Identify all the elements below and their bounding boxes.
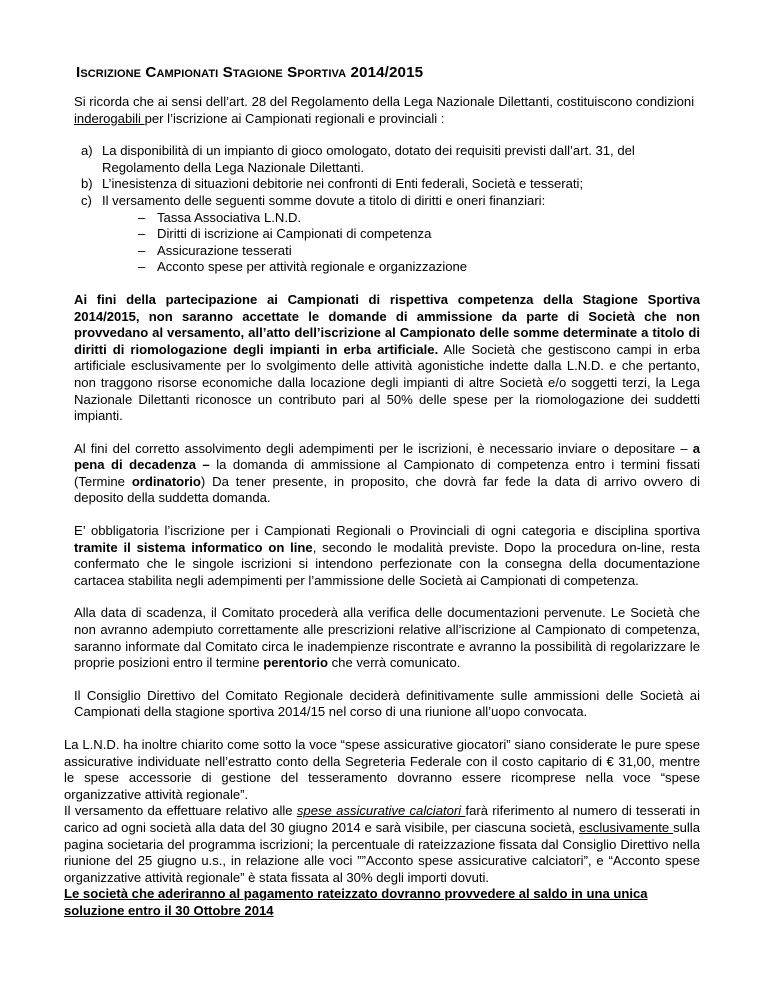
- online-text-2: , secondo le modalità previste. Dopo la procedura on-line, resta confermato che le singole iscrizioni si intendono perfezionate con la consegna della documentazione cartacea stabilita negli adempimenti per l’ammissione delle Società ai Campionati di competenza.: [74, 539, 700, 588]
- verify-bold: perentorio: [263, 655, 328, 671]
- document-title: Iscrizione Campionati Stagione Sportiva 2014/2015: [76, 64, 424, 81]
- artificial-turf-bold: Ai fini della partecipazione ai Campionati di rispettiva competenza della Stagione Sportiva 2014/2015, non saranno accettate le domande di ammissione da parte di Società che non provvedano al versamento, all’atto dell’iscrizione al Campionato delle somme determinate a titolo di diritti di riomologazione degli impianti in erba artificiale.: [74, 291, 700, 357]
- condition-marker: a): [81, 143, 93, 159]
- condition-item-a: [74, 143, 700, 176]
- insurance-text-2: farà riferimento al numero di tesserati in carico ad ogni società alla data del 30 giugno 2014 e sarà visibile, per ciascuna società,: [64, 803, 700, 835]
- fee-text: Diritti di iscrizione ai Campionati di competenza: [157, 226, 432, 242]
- fee-text: Assicurazione tesserati: [157, 242, 292, 258]
- online-bold: tramite il sistema informatico on line: [74, 539, 313, 555]
- final-note: Le società che aderiranno al pagamento rateizzato dovranno provvedere al saldo in una unica soluzione entro il 30 Ottobre 2014: [64, 886, 648, 918]
- condition-text: Il versamento delle seguenti somme dovute a titolo di diritti e oneri finanziari:: [102, 192, 546, 208]
- dash-marker: –: [138, 209, 146, 225]
- deadline-bold-2: ordinatorio: [131, 473, 201, 489]
- intro-text-1: Si ricorda che ai sensi dell’art. 28 del Regolamento della Lega Nazionale Dilettanti, costituiscono condizioni: [74, 94, 695, 109]
- intro-underlined: inderogabili: [74, 110, 145, 126]
- online-text-1: E’ obbligatoria l’iscrizione per i Campionati Regionali o Provinciali di ogni categoria e disciplina sportiva: [74, 523, 700, 539]
- insurance-text-1: Il versamento da effettuare relativo alle: [64, 803, 297, 819]
- verification-paragraph: [74, 605, 700, 671]
- condition-item-b: [74, 176, 700, 193]
- deadline-paragraph: [74, 441, 700, 507]
- condition-marker: c): [81, 192, 92, 208]
- deadline-text-2: la domanda di ammissione al Campionato di competenza entro i termini fissati (Termine: [74, 457, 700, 489]
- fee-item: [138, 243, 700, 260]
- fee-item: [138, 210, 700, 227]
- condition-text: L’inesistenza di situazioni debitorie nei confronti di Enti federali, Società e tesserati;: [102, 176, 584, 192]
- verify-text-1: Alla data di scadenza, il Comitato procederà alla verifica delle documentazioni pervenute. Le Società che non avranno adempiuto correttamente alle prescrizioni relative all’iscrizione al Campionato di competenza, saranno informate dal Comitato circa le inadempienze riscontrate e avranno la possibilità di regolarizzare le proprie posizioni entro il termine: [74, 605, 700, 671]
- condition-text: La disponibilità di un impianto di gioco omologato, dotato dei requisiti previsti dall’art. 31, del Regolamento della Lega Nazionale Dilettanti.: [102, 143, 635, 175]
- insurance-underlined-italic: spese assicurative calciatori: [296, 803, 466, 819]
- fee-item: [138, 259, 700, 276]
- dash-marker: –: [138, 242, 146, 258]
- fee-item: [138, 226, 700, 243]
- insurance-note-2: [64, 803, 700, 886]
- conditions-list: [74, 143, 700, 276]
- fees-list: [102, 210, 700, 276]
- document-page: [64, 64, 700, 920]
- insurance-text-3: sulla pagina societaria del programma iscrizioni; la percentuale di rateizzazione fissata dal Consiglio Direttivo nella riunione del 25 giugno u.s., in relazione alle voci ””Acconto spese assicurative calciatori”, e “Acconto spese organizzative attività regionale” è stata fissata al 30% degli importi dovuti.: [64, 819, 700, 885]
- condition-item-c: [74, 193, 700, 276]
- online-paragraph: [74, 523, 700, 589]
- council-paragraph: Il Consiglio Direttivo del Comitato Regionale deciderà definitivamente sulle ammissioni delle Società ai Campionati della stagione sportiva 2014/15 nel corso di una riunione all’uopo convocata.: [74, 687, 700, 720]
- insurance-notes-block: [64, 737, 700, 886]
- intro-text-2: per l’iscrizione ai Campionati regionali e provinciali :: [144, 110, 445, 126]
- artificial-turf-text: Alle Società che gestiscono campi in erba artificiale esclusivamente per lo svolgimento delle attività agonistiche indette dalla L.N.D. e che pertanto, non traggono risorse economiche dalla locazione degli impianti di altre Società e/o soggetti terzi, la Lega Nazionale Dilettanti riconosce un contributo pari al 50% delle spese per la riomologazione dei suddetti impianti.: [74, 341, 700, 424]
- dash-marker: –: [138, 226, 146, 242]
- dash-marker: –: [138, 259, 146, 275]
- insurance-note-1: La L.N.D. ha inoltre chiarito come sotto la voce “spese assicurative giocatori” siano considerate le pure spese assicurative individuate nell’estratto conto della Segreteria Federale con il costo capitario di € 31,00, mentre le spese accessorie di gestione del tesseramento dovranno essere ricomprese nella voce “spese organizzative attività regionale”.: [64, 737, 700, 802]
- deadline-bold-1: a pena di decadenza –: [74, 440, 700, 473]
- artificial-turf-paragraph: [74, 292, 700, 425]
- fee-text: Acconto spese per attività regionale e organizzazione: [157, 259, 468, 275]
- intro-paragraph: [74, 94, 700, 127]
- verify-text-2: che verrà comunicato.: [327, 655, 461, 671]
- condition-marker: b): [81, 176, 93, 192]
- insurance-underlined: esclusivamente: [578, 819, 674, 835]
- deadline-text-1: Al fini del corretto assolvimento degli adempimenti per le iscrizioni, è necessario inviare o depositare –: [74, 440, 693, 456]
- deadline-text-3: ) Da tener presente, in proposito, che dovrà far fede la data di arrivo ovvero di deposito della suddetta domanda.: [74, 473, 700, 506]
- fee-text: Tassa Associativa L.N.D.: [157, 209, 302, 225]
